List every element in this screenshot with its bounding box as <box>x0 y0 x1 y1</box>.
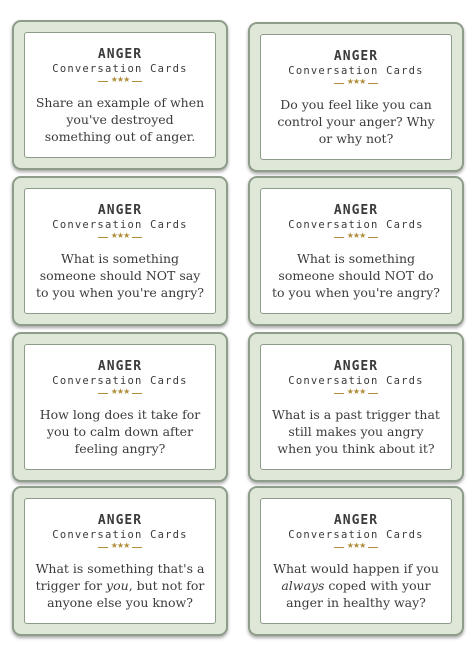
card-title: ANGER <box>333 203 379 218</box>
card-title: ANGER <box>333 513 379 528</box>
star-ornament-icon: ★★★ <box>334 542 378 552</box>
card-face <box>260 188 452 314</box>
card-2 <box>248 22 464 172</box>
star-ornament-icon: ★★★ <box>334 78 378 88</box>
card-6 <box>248 332 464 482</box>
card-4 <box>248 176 464 326</box>
card-5 <box>12 332 228 482</box>
card-title: ANGER <box>97 513 143 528</box>
card-question: What is something that's a trigger for you, but not for anyone else you know? <box>35 561 205 610</box>
card-question: Share an example of when you've destroyed something out of anger. <box>35 95 205 144</box>
card-3 <box>12 176 228 326</box>
card-subtitle: Conversation Cards <box>288 219 424 231</box>
card-face <box>260 344 452 470</box>
card-title: ANGER <box>333 359 379 374</box>
card-question: What is a past trigger that still makes you angry when you think about it? <box>272 407 440 456</box>
card-title: ANGER <box>333 49 379 64</box>
card-face <box>24 188 216 314</box>
card-subtitle: Conversation Cards <box>52 219 188 231</box>
card-subtitle: Conversation Cards <box>288 65 424 77</box>
card-face <box>24 32 216 158</box>
card-1 <box>12 20 228 170</box>
card-question: How long does it take for you to calm down after feeling angry? <box>39 407 201 456</box>
card-question: What is something someone should NOT say to you when you're angry? <box>36 251 204 300</box>
card-face <box>24 498 216 624</box>
card-question: What would happen if you always coped with your anger in healthy way? <box>273 561 439 610</box>
card-7 <box>12 486 228 636</box>
star-ornament-icon: ★★★ <box>334 388 378 398</box>
star-ornament-icon: ★★★ <box>334 232 378 242</box>
card-subtitle: Conversation Cards <box>288 529 424 541</box>
card-face <box>260 498 452 624</box>
card-title: ANGER <box>97 47 143 62</box>
card-subtitle: Conversation Cards <box>52 375 188 387</box>
star-ornament-icon: ★★★ <box>98 232 142 242</box>
card-question: What is something someone should NOT do to you when you're angry? <box>272 251 440 300</box>
star-ornament-icon: ★★★ <box>98 542 142 552</box>
card-face <box>260 34 452 160</box>
card-title: ANGER <box>97 203 143 218</box>
card-question: Do you feel like you can control your anger? Why or why not? <box>277 97 435 146</box>
star-ornament-icon: ★★★ <box>98 76 142 86</box>
card-subtitle: Conversation Cards <box>52 63 188 75</box>
card-subtitle: Conversation Cards <box>52 529 188 541</box>
card-title: ANGER <box>97 359 143 374</box>
card-face <box>24 344 216 470</box>
card-subtitle: Conversation Cards <box>288 375 424 387</box>
star-ornament-icon: ★★★ <box>98 388 142 398</box>
card-8 <box>248 486 464 636</box>
